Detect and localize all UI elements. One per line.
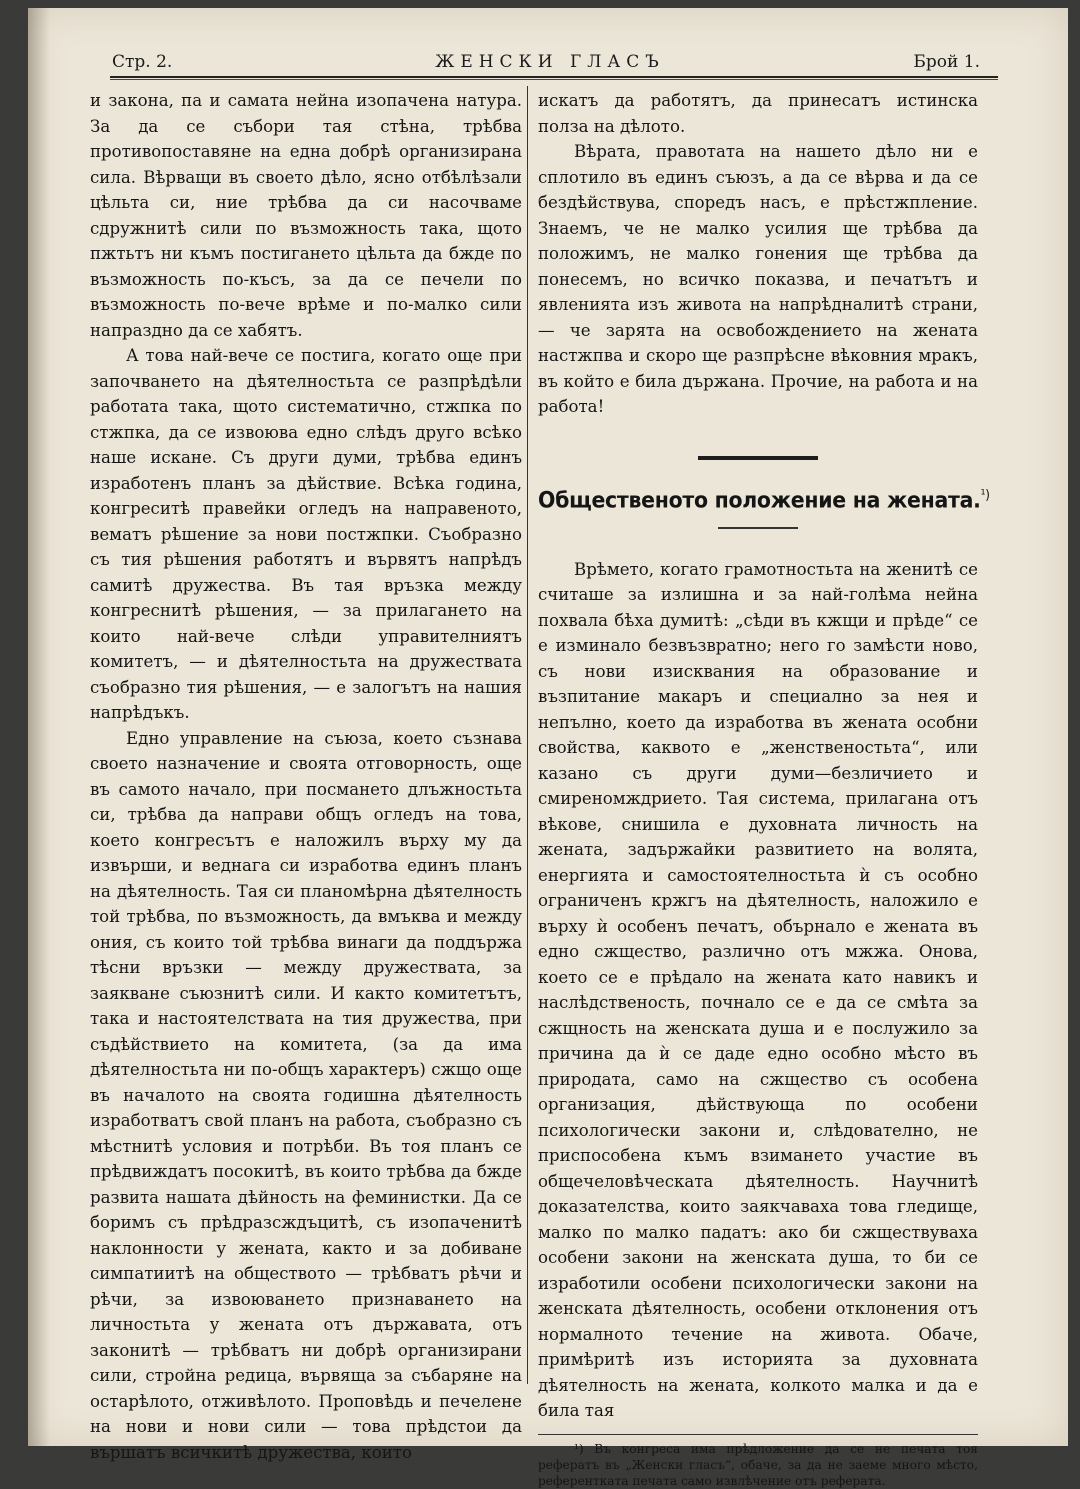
article-title-text: Общественото положение на жената. — [538, 487, 981, 513]
paragraph: Едно управление на съюза, което съзнава своето назначение и своята отговорность, още въ самото начало, при посмането длъжностьта си, трѣбва да направи общъ огледъ на това, което конгресътъ е наложилъ върху му да извърши, и веднага си изработва единъ планъ на дѣятелность. Тая си планомѣрна дѣятелность той трѣбва, по възможность, да вмъква и между ония, съ които той трѣбва винаги да поддържа тѣсни връзки — между дружествата, за заякване съюзнитѣ сили. И както комитетътъ, така и настоятелствата на тия дружества, при съдѣйствието на комитета, (за да има дѣятелностьта ни по-общъ характеръ) сжщо още въ началото на своята годишна дѣятелность изработватъ свой планъ на работа, съобразно съ мѣстнитѣ условия и потрѣби. Въ тоя планъ се прѣдвиждатъ посокитѣ, въ които трѣбва да бжде развита нашата дѣйность на феминистки. Да се боримъ съ прѣдразсждъцитѣ, съ изопаченитѣ наклонности у жената, както и за добиване симпатиитѣ на обществото — трѣбватъ рѣчи и рѣчи, за извоюването признаването на личностьта у жената отъ държавата, отъ законитѣ — трѣбватъ ни добрѣ организирани сили, стройна редица, вървяща за събаряне на остарѣлото, отживѣлото. Проповѣдь и печелене на нови и нови сили — това прѣдстои да вършатъ всичкитѣ дружества, които — [90, 728, 522, 1462]
paragraph: и закона, па и самата нейна изопачена натура. За да се събори тая стѣна, трѣбва противопоставяне на една добрѣ организирана сила. Вѣрващи въ своето дѣло, ясно отбѣлѣзали цѣльта си, ние трѣбва да си насочваме сдружнитѣ сили по възможность така, щото пжтьтъ ни къмъ постигането цѣльта да бжде по възможность по-късъ, за да се печели по възможность по-вече врѣме и по-малко сили напраздно да се хабятъ. — [90, 91, 522, 340]
footnote-marker: ¹) — [980, 487, 990, 503]
footnote-rule — [538, 1434, 978, 1435]
header-rule — [110, 76, 998, 80]
left-column — [90, 88, 522, 1465]
issue-number: Брой 1. — [913, 52, 980, 72]
article-title — [538, 480, 990, 517]
article-paragraph: Врѣмето, когато грамотностьта на женитѣ се считаше за излишна и за най-голѣма нейна похвала бѣха думитѣ: „сѣди въ кжщи и прѣде“ се е изминало безвъзвратно; него го замѣсти ново, съ нови изисквания на образование и възпитание макаръ и специално за нея и непълно, което да изработва въ жената особни свойства, каквото е „женственостьта“, или казано съ други думи—безличието и смиреномждрието. Тая система, прилагана отъ вѣкове, снишила е духовната личность на жената, задържайки развитието на волята, енергията и самостоятелностьта ѝ съ особно ограниченъ кржгъ на дѣятелность, наложило е върху ѝ особенъ печатъ, обърнало е жената въ едно сжщество, различно отъ мжжа. Онова, което се е прѣдало на жената като навикъ и наслѣдственость, почнало се е да се смѣта за сжщность на женската душа и е послужило за причина да ѝ се даде едно особно мѣсто въ природата, само на сжщество съ особена организация, дѣйствующа по особени психологически закони и, слѣдователно, не приспособена къмъ взимането участие въ общечеловѣческата дѣятелность. Научнитѣ доказателства, които заякчаваха това гледище, малко по малко падатъ: ако би сжществуваха особени закони на женската душа, то би се изработили особени психологически закони на женската дѣятелность, особени отклонения отъ нормалното течение на живота. Обаче, примѣритѣ изъ историята за духовната дѣятелность на жената, колкото малка и да е била тая — [538, 559, 978, 1421]
newspaper-page — [28, 8, 1068, 1488]
paragraph: искатъ да работятъ, да принесатъ истинска полза на дѣлото. — [538, 91, 978, 136]
paragraph: А това най-вече се постига, когато още при започването на дѣятелностьта се разпрѣдѣли работата така, щото систематично, стжпка по стжпка, да се извоюва едно слѣдъ друго всѣко наше искане. Съ други думи, трѣбва единъ изработенъ планъ за дѣйствие. Всѣка година, конгреситѣ правейки огледъ на направеното, вематъ рѣшение за нови постжпки. Съобразно съ тия рѣшения работятъ и вървятъ напрѣдъ самитѣ дружества. Въ тая връзка между конгреснитѣ рѣшения, — за прилагането на които най-вече слѣди управителниятъ комитетъ, — и дѣятелностьта на дружествата съобразно тия рѣшения, — е залогътъ на нашия напрѣдъкъ. — [90, 346, 522, 722]
publication-title: ЖЕНСКИ ГЛАСЪ — [435, 52, 665, 72]
footnote-text: ¹) Въ конгреса има прѣдложение да се не печата тоя рефератъ въ „Женски гласъ“, обаче, за да не заеме много мѣсто, референтката печата само извлѣчение отъ реферата. — [538, 1441, 978, 1488]
title-underline — [718, 527, 798, 529]
column-divider — [527, 86, 528, 1384]
right-column — [538, 88, 990, 1489]
page-number: Стр. 2. — [112, 52, 173, 72]
section-separator — [698, 456, 818, 460]
page-header — [100, 52, 1000, 78]
paragraph: Вѣрата, правотата на нашето дѣло ни е сплотило въ единъ съюзъ, а да се вѣрва и да се бездѣйствува, споредъ насъ, е прѣстжпление. Знаемъ, че не малко усилия ще трѣбва да положимъ, не малко гонения ще трѣбва да понесемъ, но всичко показва, и печатътъ и явленията изъ живота на напрѣдналитѣ страни, — че зарята на освобождението на жената настжпва и скоро ще разпрѣсне вѣковния мракъ, въ който е била държана. Прочие, на работа и на работа! — [538, 142, 978, 416]
footnote — [538, 1441, 978, 1489]
